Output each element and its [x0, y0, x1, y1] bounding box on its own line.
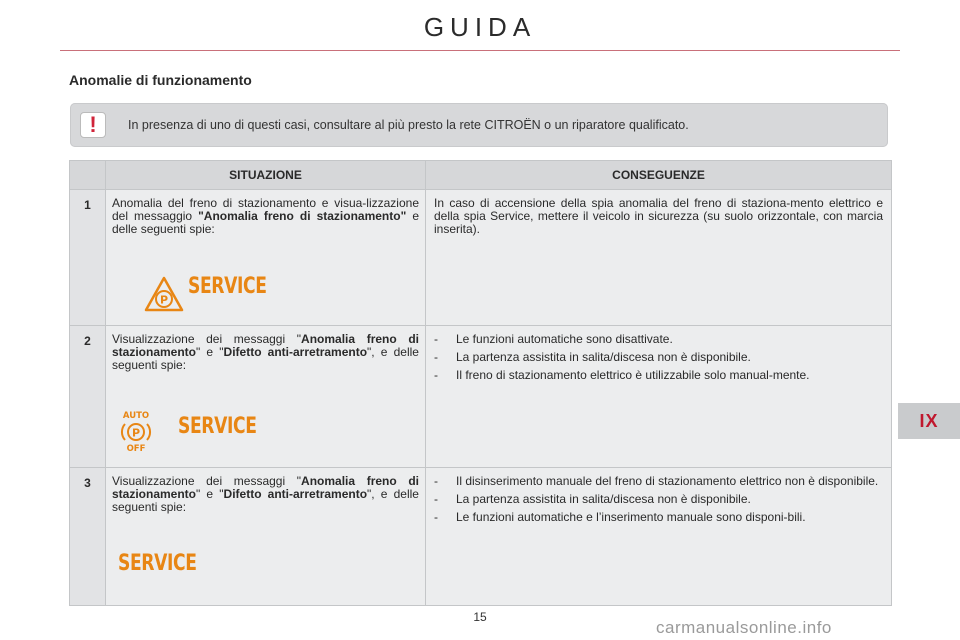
- situation-text: " e ": [196, 345, 224, 359]
- consequence-cell: [426, 326, 892, 468]
- parking-lamp-letter: P: [131, 426, 141, 440]
- situation-bold-text: Anomalia freno di stazionamento: [112, 332, 419, 359]
- situation-text: Visualizzazione dei messaggi ": [112, 474, 302, 488]
- table-header-row: [70, 161, 892, 190]
- service-warning-icon: SERVICE: [118, 551, 197, 576]
- section-title: Anomalie di funzionamento: [69, 72, 252, 88]
- table-row: [70, 468, 892, 606]
- row-number: 3: [70, 468, 106, 606]
- parking-brake-auto-off-icon: [118, 410, 154, 452]
- warning-notice: [70, 103, 888, 147]
- list-item: - Le funzioni automatiche e l’inserimento manuale sono disponi-bili.: [434, 511, 883, 524]
- watermark-text: carmanualsonline.info: [656, 618, 832, 637]
- situation-bold-text: Anomalia freno di stazionamento: [112, 474, 419, 501]
- situation-text: ", e delle seguenti spie:: [112, 487, 419, 514]
- service-warning-icon: SERVICE: [178, 414, 257, 439]
- parking-brake-fault-warning-icon: [144, 276, 184, 312]
- row-number: 2: [70, 326, 106, 468]
- auto-label: AUTO: [122, 411, 150, 421]
- situation-text: Visualizzazione dei messaggi ": [112, 332, 302, 346]
- chapter-tab: IX: [898, 403, 960, 439]
- header-number-cell: [70, 161, 106, 190]
- row-number: 1: [70, 190, 106, 326]
- header-consequence: CONSEGUENZE: [426, 161, 892, 190]
- situation-bold-text: "Anomalia freno di stazionamento": [198, 209, 407, 223]
- consequence-cell: In caso di accensione della spia anomalia del freno di staziona-mento elettrico e della spia Service, mettere il veicolo in sicurezza (su suolo orizzontale, con marcia inserita).: [426, 190, 892, 326]
- consequence-list: [434, 475, 883, 524]
- situation-bold-text: Difetto anti-arretramento: [223, 345, 368, 359]
- anomalies-table: [69, 160, 892, 606]
- situation-text: e delle seguenti spie:: [112, 209, 419, 236]
- warning-exclamation-icon: !: [80, 112, 106, 138]
- parking-lamp-letter: P: [159, 293, 169, 307]
- situation-text: ", e delle seguenti spie:: [112, 345, 419, 372]
- situation-cell: [106, 190, 426, 326]
- situation-text: " e ": [196, 487, 224, 501]
- table-row: [70, 190, 892, 326]
- list-item: - Il disinserimento manuale del freno di stazionamento elettrico non è disponibile.: [434, 475, 883, 488]
- situation-cell: [106, 468, 426, 606]
- consequence-cell: [426, 468, 892, 606]
- table-row: [70, 326, 892, 468]
- list-item: - La partenza assistita in salita/discesa non è disponibile.: [434, 351, 883, 364]
- service-warning-icon: SERVICE: [188, 274, 267, 299]
- header-situation: SITUAZIONE: [106, 161, 426, 190]
- list-item: - Le funzioni automatiche sono disattivate.: [434, 333, 883, 346]
- page-number: 15: [473, 610, 487, 624]
- warning-text: In presenza di uno di questi casi, consultare al più presto la rete CITROËN o un riparatore qualificato.: [128, 118, 689, 132]
- situation-cell: [106, 326, 426, 468]
- page-title: GUIDA: [423, 12, 537, 42]
- header-divider: [60, 50, 900, 51]
- situation-text: Anomalia del freno di stazionamento e visua-lizzazione del messaggio: [112, 196, 419, 223]
- consequence-list: [434, 333, 883, 382]
- off-label: OFF: [126, 444, 146, 452]
- list-item: - Il freno di stazionamento elettrico è utilizzabile solo manual-mente.: [434, 369, 883, 382]
- list-item: - La partenza assistita in salita/discesa non è disponibile.: [434, 493, 883, 506]
- situation-bold-text: Difetto anti-arretramento: [223, 487, 368, 501]
